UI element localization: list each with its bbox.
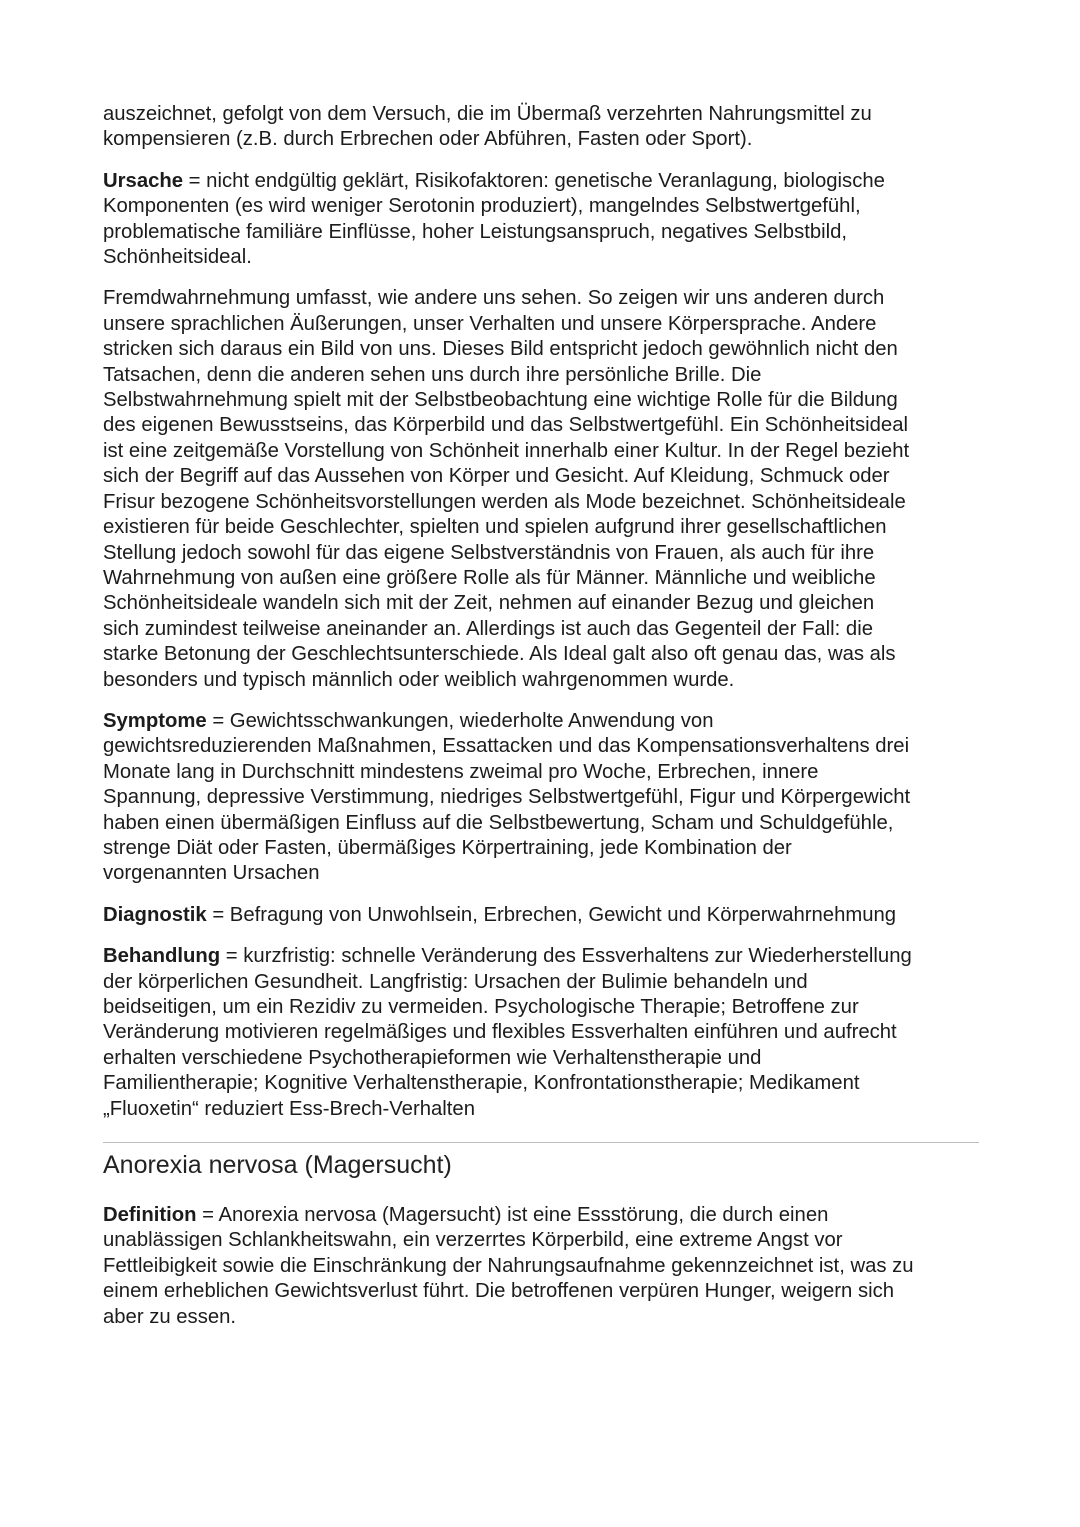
- paragraph: [103, 286, 979, 693]
- text-line: des eigenen Bewusstseins, das Körperbild und das Selbstwertgefühl. Ein Schönheitsideal: [103, 414, 908, 437]
- text-line: [103, 169, 979, 194]
- text-line: ist eine zeitgemäße Vorstellung von Schönheit innerhalb einer Kultur. In der Regel bezieht: [103, 439, 910, 462]
- text-line: unablässigen Schlankheitswahn, ein verzerrtes Körperbild, eine extreme Angst vor: [103, 1229, 843, 1252]
- text-line: aber zu essen.: [103, 1305, 237, 1328]
- paragraph-text: = Befragung von Unwohlsein, Erbrechen, Gewicht und Körperwahrnehmung: [206, 903, 897, 926]
- text-line: Monate lang in Durchschnitt mindestens zweimal pro Woche, Erbrechen, innere: [103, 760, 819, 783]
- text-line: Fremdwahrnehmung umfasst, wie andere uns sehen. So zeigen wir uns anderen durch: [103, 287, 885, 310]
- text-line: [103, 903, 979, 928]
- paragraph-label: Ursache: [103, 169, 184, 192]
- paragraph-ursache: [103, 169, 979, 271]
- text-line: [103, 1203, 979, 1228]
- text-line: beidseitigen, um ein Rezidiv zu vermeiden. Psychologische Therapie; Betroffene zur: [103, 996, 859, 1018]
- text-line: besonders und typisch männlich oder weiblich wahrgenommen wurde.: [103, 668, 735, 691]
- text-line: auszeichnet, gefolgt von dem Versuch, die im Übermaß verzehrten Nahrungsmittel zu: [103, 103, 872, 125]
- document-page: [103, 102, 979, 1346]
- text-line: stricken sich daraus ein Bild von uns. Dieses Bild entspricht jedoch gewöhnlich nicht den: [103, 338, 898, 361]
- text-line: „Fluoxetin“ reduziert Ess-Brech-Verhalten: [103, 1097, 475, 1120]
- text-line: problematische familiäre Einflüsse, hoher Leistungsanspruch, negatives Selbstbild,: [103, 220, 848, 243]
- text-line: Selbstwahrnehmung spielt mit der Selbstbeobachtung eine wichtige Rolle für die Bildung: [103, 389, 898, 412]
- text-line: haben einen übermäßigen Einfluss auf die Selbstbewertung, Scham und Schuldgefühle,: [103, 811, 894, 834]
- paragraph-label: Diagnostik: [103, 903, 207, 926]
- text-line: vorgenannten Ursachen: [103, 862, 320, 885]
- text-line: Stellung jedoch sowohl für das eigene Selbstverständnis von Frauen, als auch für ihre: [103, 541, 875, 564]
- text-line: Familientherapie; Kognitive Verhaltenstherapie, Konfrontationstherapie; Medikament: [103, 1072, 860, 1095]
- text-line: [103, 944, 979, 969]
- text-line: Frisur bezogene Schönheitsvorstellungen werden als Mode bezeichnet. Schönheitsideale: [103, 490, 906, 513]
- text-line: Spannung, depressive Verstimmung, niedriges Selbstwertgefühl, Figur und Körpergewicht: [103, 786, 911, 809]
- text-line: sich der Begriff auf das Aussehen von Körper und Gesicht. Auf Kleidung, Schmuck oder: [103, 465, 890, 488]
- paragraph: [103, 102, 979, 153]
- text-line: Fettleibigkeit sowie die Einschränkung der Nahrungsaufnahme gekennzeichnet ist, was zu: [103, 1254, 914, 1277]
- paragraph-behandlung: [103, 944, 979, 1122]
- paragraph-label: Behandlung: [103, 945, 221, 968]
- anorexia-section-body: [103, 1203, 979, 1330]
- text-line: existieren für beide Geschlechter, spielten und spielen aufgrund ihrer gesellschaftlichen: [103, 516, 887, 539]
- bulimia-section-body: [103, 102, 979, 1122]
- text-line: gewichtsreduzierenden Maßnahmen, Essattacken und das Kompensationsverhaltens drei: [103, 735, 910, 758]
- text-line: [103, 709, 979, 734]
- paragraph-symptome: [103, 709, 979, 887]
- text-line: Wahrnehmung von außen eine größere Rolle als für Männer. Männliche und weibliche: [103, 566, 876, 589]
- section-heading: Anorexia nervosa (Magersucht): [103, 1151, 452, 1180]
- paragraph-text: = Anorexia nervosa (Magersucht) ist eine Essstörung, die durch einen: [196, 1204, 829, 1227]
- paragraph-text: = nicht endgültig geklärt, Risikofaktoren: genetische Veranlagung, biologische: [183, 169, 885, 192]
- paragraph-label: Definition: [103, 1204, 197, 1227]
- text-line: Komponenten (es wird weniger Serotonin produziert), mangelndes Selbstwertgefühl,: [103, 195, 861, 218]
- paragraph-definition: [103, 1203, 979, 1330]
- paragraph-text: = Gewichtsschwankungen, wiederholte Anwendung von: [206, 709, 714, 732]
- text-line: strenge Diät oder Fasten, übermäßiges Körpertraining, jede Kombination der: [103, 836, 792, 859]
- text-line: einem erheblichen Gewichtsverlust führt. Die betroffenen verpüren Hunger, weigern sich: [103, 1280, 895, 1303]
- section-divider: [103, 1142, 979, 1143]
- text-line: Schönheitsideal.: [103, 246, 252, 269]
- text-line: starke Betonung der Geschlechtsunterschiede. Als Ideal galt also oft genau das, was als: [103, 643, 896, 666]
- paragraph-text: = kurzfristig: schnelle Veränderung des Essverhaltens zur Wiederherstellung: [220, 945, 912, 968]
- text-line: Tatsachen, denn die anderen sehen uns durch ihre persönliche Brille. Die: [103, 363, 762, 386]
- text-line: kompensieren (z.B. durch Erbrechen oder Abführen, Fasten oder Sport).: [103, 128, 753, 151]
- paragraph-label: Symptome: [103, 709, 207, 732]
- text-line: erhalten verschiedene Psychotherapieformen wie Verhaltenstherapie und: [103, 1046, 762, 1069]
- text-line: Schönheitsideale wandeln sich mit der Zeit, nehmen auf einander Bezug und gleichen: [103, 592, 875, 615]
- text-line: Veränderung motivieren regelmäßiges und flexibles Essverhalten einführen und aufrecht: [103, 1021, 897, 1044]
- text-line: sich zumindest teilweise aneinander an. Allerdings ist auch das Gegenteil der Fall: die: [103, 617, 873, 640]
- text-line: unsere sprachlichen Äußerungen, unser Verhalten und unsere Körpersprache. Andere: [103, 312, 877, 335]
- paragraph-diagnostik: [103, 903, 979, 928]
- text-line: der körperlichen Gesundheit. Langfristig: Ursachen der Bulimie behandeln und: [103, 970, 808, 993]
